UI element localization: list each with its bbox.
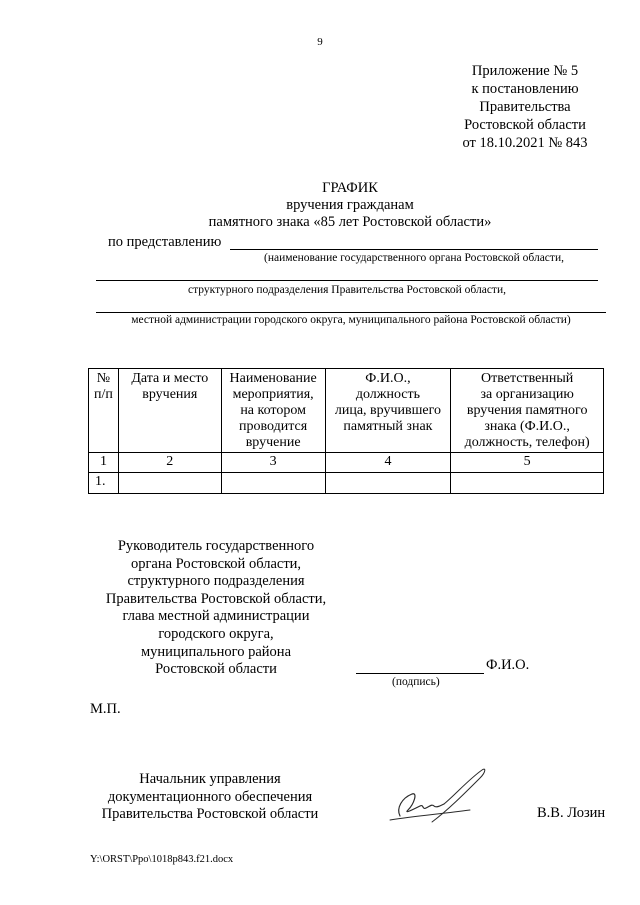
table-header-cell: Наименование мероприятия, на котором проводится вручение (221, 369, 325, 453)
fill-line (230, 249, 598, 250)
column-number-cell: 4 (325, 453, 451, 473)
chief-title: Начальник управления документационного обеспечения Правительства Ростовской области (101, 771, 319, 823)
stamp-label: М.П. (90, 701, 121, 717)
appendix-header (440, 62, 610, 152)
appendix-line: к постановлению (471, 81, 579, 97)
document-title (150, 180, 550, 231)
handwritten-signature (360, 764, 490, 826)
chief-name: В.В. Лозин (537, 805, 606, 821)
table-cell (325, 473, 451, 494)
caption-line: (наименование государственного органа Ростовской области, (264, 252, 564, 264)
signature-caption: (подпись) (392, 676, 440, 688)
appendix-line: от 18.10.2021 № 843 (462, 135, 588, 151)
caption-line: структурного подразделения Правительства Ростовской области, (188, 284, 506, 296)
table-header-cell: Дата и место вручения (118, 369, 221, 453)
column-number-cell: 2 (118, 453, 221, 473)
by-submission-label: по представлению (108, 234, 222, 250)
appendix-line: Приложение № 5 (471, 63, 579, 79)
caption-line: местной администрации городского округа, муниципального района Ростовской области) (131, 314, 571, 326)
column-number-cell: 5 (451, 453, 604, 473)
file-path: Y:\ORST\Ppo\1018p843.f21.docx (90, 854, 234, 865)
table-row (89, 473, 604, 494)
title-heading: ГРАФИК (322, 180, 378, 196)
table-header-cell: Ответственный за организацию вручения памятного знака (Ф.И.О., должность, телефон) (451, 369, 604, 453)
column-number-cell: 1 (89, 453, 119, 473)
column-number-row (89, 453, 604, 473)
table-header-cell: Ф.И.О., должность лица, вручившего памятный знак (325, 369, 451, 453)
table-header-cell: № п/п (89, 369, 119, 453)
table-cell: 1. (89, 473, 119, 494)
fill-line (96, 312, 606, 313)
fill-line (96, 280, 598, 281)
title-line: памятного знака «85 лет Ростовской области» (208, 214, 492, 230)
fio-label: Ф.И.О. (486, 657, 530, 673)
page-number: 9 (317, 36, 323, 48)
column-number-cell: 3 (221, 453, 325, 473)
table-cell (118, 473, 221, 494)
table-cell (451, 473, 604, 494)
title-line: вручения гражданам (286, 197, 414, 213)
head-signatory-title: Руководитель государственного органа Ростовской области, структурного подразделения Правительства Ростовской области, глава местной администрации городского округа, муниципального района Ростовской области (105, 538, 327, 678)
appendix-line: Ростовской области (464, 117, 586, 133)
signature-line (356, 673, 484, 674)
schedule-table (88, 368, 604, 494)
table-cell (221, 473, 325, 494)
table-header-row (89, 369, 604, 453)
appendix-line: Правительства (479, 99, 571, 115)
